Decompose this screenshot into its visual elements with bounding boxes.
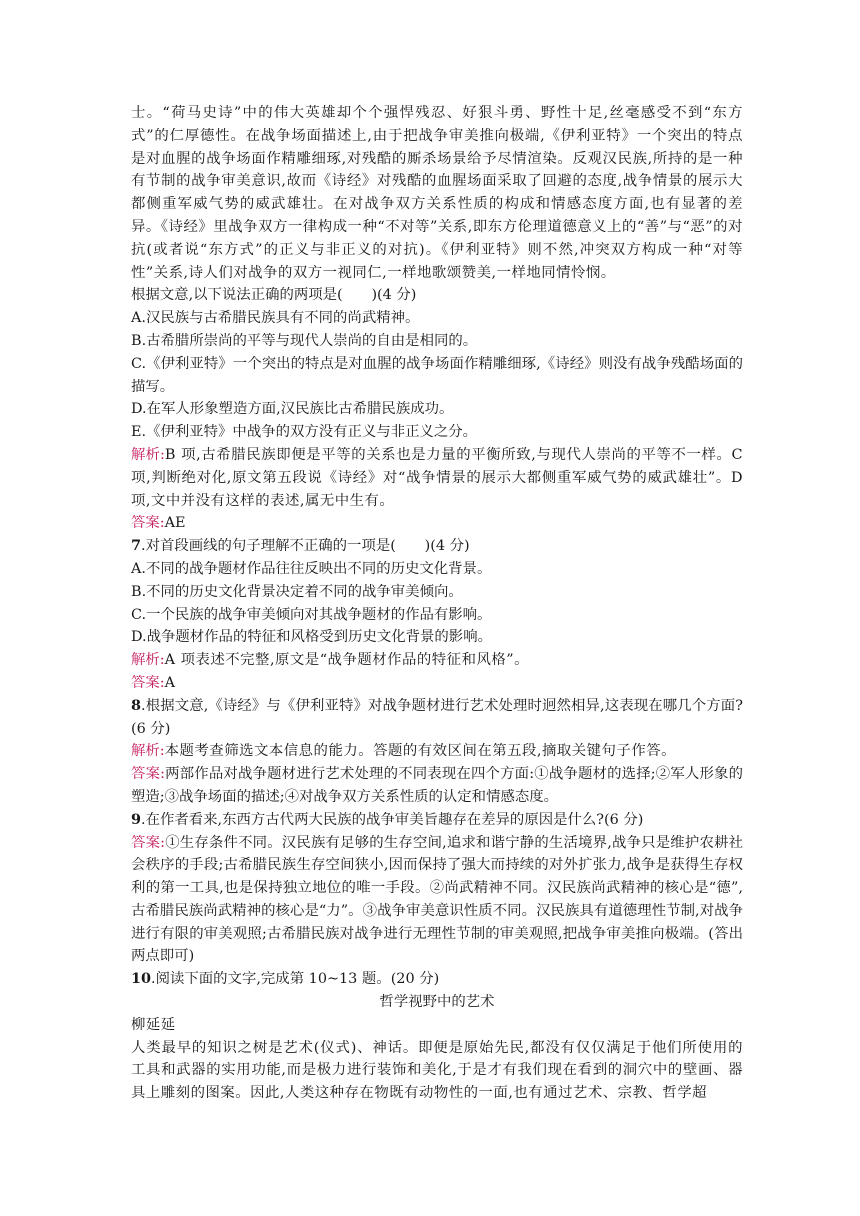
q10-stem-text: .阅读下面的文字,完成第 10~13 题。(20 分) [151, 971, 440, 988]
q9-answer [131, 832, 743, 969]
analysis-label: 解析: [131, 652, 165, 669]
q6-option-c: C.《伊利亚特》一个突出的特点是对血腥的战争场面作精雕细琢,《诗经》则没有战争残酷场面的描写。 [131, 355, 743, 395]
analysis-label: 解析: [131, 446, 165, 463]
q6-answer [131, 512, 743, 535]
q9-stem [131, 809, 743, 832]
q10-stem [131, 968, 743, 991]
article-paragraph: 人类最早的知识之树是艺术(仪式)、神话。即便是原始先民,都没有仅仅满足于他们所使用的工具和武器的实用功能,而是极力进行装饰和美化,于是才有我们现在看到的洞穴中的壁画、器具上雕刻的图案。因此,人类这种存在物既有动物性的一面,也有通过艺术、宗教、哲学超 [131, 1039, 743, 1102]
q6-answer-text: AE [164, 515, 186, 532]
article-title: 哲学视野中的艺术 [379, 994, 495, 1011]
q6-option-a: A.汉民族与古希腊民族具有不同的尚武精神。 [131, 310, 420, 327]
analysis-label: 解析: [131, 743, 165, 760]
q6-option-d: D.在军人形象塑造方面,汉民族比古希腊民族成功。 [131, 401, 454, 418]
q6-analysis-text: B 项,古希腊民族即便是平等的关系也是力量的平衡所致,与现代人崇尚的平等不一样。C 项,判断绝对化,原文第五段说《诗经》对“战争情景的展示大都侧重军威气势的威武雄壮”。D 项,文中并没有这样的表述,属无中生有。 [131, 446, 743, 509]
document-body [131, 102, 743, 1105]
q8-analysis-text: 本题考查筛选文本信息的能力。答题的有效区间在第五段,摘取关键句子作答。 [164, 743, 676, 760]
q10-number: 10 [131, 970, 152, 988]
answer-label: 答案: [131, 515, 165, 532]
q7-option-b: B.不同的历史文化背景决定着不同的战争审美倾向。 [131, 583, 463, 600]
q6-option-e: E.《伊利亚特》中战争的双方没有正义与非正义之分。 [131, 424, 478, 441]
q7-analysis [131, 649, 743, 672]
article-author: 柳延延 [131, 1016, 176, 1033]
answer-label: 答案: [131, 674, 165, 691]
q8-stem-text: .根据文意,《诗经》与《伊利亚特》对战争题材进行艺术处理时迥然相异,这表现在哪几个方面?(6 分) [131, 697, 743, 737]
q7-option-c: C.一个民族的战争审美倾向对其战争题材的作品有影响。 [131, 606, 492, 623]
q7-option-d: D.战争题材作品的特征和风格受到历史文化背景的影响。 [131, 629, 492, 646]
q9-answer-text: ①生存条件不同。汉民族有足够的生存空间,追求和谐宁静的生活境界,战争只是维护农耕社会秩序的手段;古希腊民族生存空间狭小,因而保持了强大而持续的对外扩张力,战争是获得生存权利的第一工具,也是保持独立地位的唯一手段。②尚武精神不同。汉民族尚武精神的核心是“德”,古希腊民族尚武精神的核心是“力”。③战争审美意识性质不同。汉民族具有道德理性节制,对战争进行有限的审美观照;古希腊民族对战争进行无理性节制的审美观照,把战争审美推向极端。(答出两点即可) [131, 834, 743, 965]
q7-answer-text: A [164, 674, 176, 691]
q6-stem: 根据文意,以下说法正确的两项是( )(4 分) [131, 287, 417, 304]
answer-label: 答案: [131, 834, 166, 851]
q8-answer-text: 两部作品对战争题材进行艺术处理的不同表现在四个方面:①战争题材的选择;②军人形象的塑造;③战争场面的描述;④对战争双方关系性质的认定和情感态度。 [131, 766, 743, 805]
q7-stem [131, 535, 743, 558]
q9-stem-text: .在作者看来,东西方古代两大民族的战争审美旨趣存在差异的原因是什么?(6 分) [141, 811, 644, 828]
q6-analysis [131, 444, 743, 512]
q7-option-a: A.不同的战争题材作品往往反映出不同的历史文化背景。 [131, 560, 492, 577]
q8-stem [131, 695, 743, 741]
q8-number: 8 [131, 696, 142, 714]
q7-answer [131, 672, 743, 695]
q6-option-b: B.古希腊所崇尚的平等与现代人崇尚的自由是相同的。 [131, 332, 478, 349]
q7-analysis-text: A 项表述不完整,原文是“战争题材作品的特征和风格”。 [164, 652, 529, 669]
passage-paragraph: 士。“荷马史诗”中的伟大英雄却个个强悍残忍、好狠斗勇、野性十足,丝毫感受不到“东方式”的仁厚德性。在战争场面描述上,由于把战争审美推向极端,《伊利亚特》一个突出的特点是对血腥的战争场面作精雕细琢,对残酷的厮杀场景给予尽情渲染。反观汉民族,所持的是一种有节制的战争审美意识,故而《诗经》对残酷的血腥场面采取了回避的态度,战争情景的展示大都侧重军威气势的威武雄壮。在对战争双方关系性质的构成和情感态度方面,也有显著的差异。《诗经》里战争双方一律构成一种“不对等”关系,即东方伦理道德意义上的“善”与“恶”的对抗(或者说“东方式”的正义与非正义的对抗)。《伊利亚特》则不然,冲突双方构成一种“对等性”关系,诗人们对战争的双方一视同仁,一样地歌颂赞美,一样地同情怜悯。 [131, 105, 743, 281]
answer-label: 答案: [131, 766, 165, 783]
q8-answer [131, 763, 743, 809]
q7-stem-text: .对首段画线的句子理解不正确的一项是( )(4 分) [141, 538, 470, 555]
q7-number: 7 [131, 537, 142, 555]
q9-number: 9 [131, 810, 142, 828]
q8-analysis [131, 740, 743, 763]
